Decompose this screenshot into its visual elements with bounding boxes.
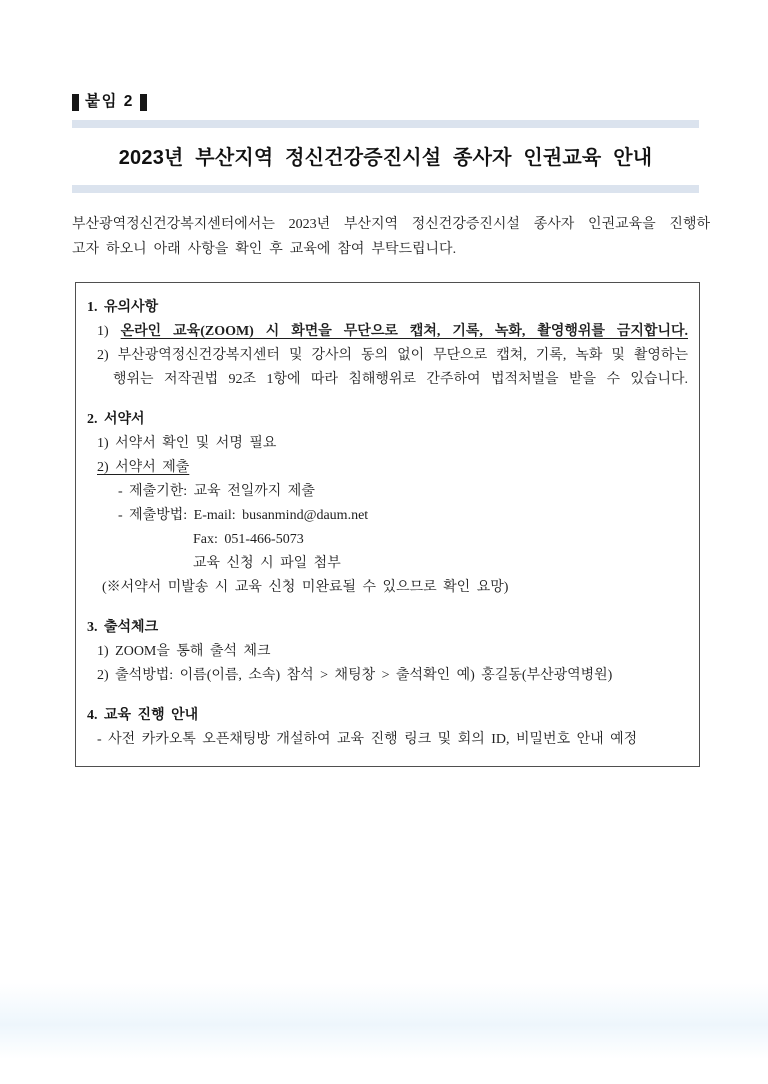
intro-line-1: 부산광역정신건강복지센터에서는 2023년 부산지역 정신건강증진시설 종사자 인권교육을 진행하	[72, 217, 710, 232]
item-number: 1)	[97, 324, 109, 339]
section-precautions	[87, 296, 688, 392]
submit-deadline-item: - 제출기한: 교육 전일까지 제출	[118, 484, 315, 499]
copyright-warning-line-2: 행위는 저작권법 92조 1항에 따라 침해행위로 간주하여 법적처벌을 받을 수 있습니다.	[113, 372, 688, 387]
precautions-heading: 1. 유의사항	[87, 300, 159, 315]
pledge-submit-item	[97, 456, 688, 480]
education-guide-item: - 사전 카카오톡 오픈채팅방 개설하여 교육 진행 링크 및 회의 ID, 비밀번호 안내 예정	[97, 732, 638, 747]
section-education-guide	[87, 704, 688, 752]
submit-method-fax-item: Fax: 051-466-5073	[193, 532, 304, 547]
title-bottom-rule	[72, 185, 699, 193]
title-top-rule	[72, 120, 699, 128]
zoom-capture-ban-item	[97, 320, 688, 344]
attachment-label	[72, 92, 710, 112]
pledge-sign-item: 1) 서약서 확인 및 서명 필요	[97, 436, 277, 451]
attachment-label-text: 붙임 2	[85, 93, 134, 110]
attendance-method-item: 2) 출석방법: 이름(이름, 소속) 참석 > 채팅창 > 출석확인 예) 홍길동(부산광역병원)	[97, 668, 613, 683]
document-title: 2023년 부산지역 정신건강증진시설 종사자 인권교육 안내	[118, 147, 653, 169]
zoom-capture-ban-text: 온라인 교육(ZOOM) 시 화면을 무단으로 캡쳐, 기록, 녹화, 촬영행위를 금지합니다.	[120, 324, 688, 339]
education-guide-heading: 4. 교육 진행 안내	[87, 708, 199, 723]
section-pledge	[87, 408, 688, 600]
submit-method-email-item: - 제출방법: E-mail: busanmind@daum.net	[118, 508, 369, 523]
section-attendance	[87, 616, 688, 688]
attendance-heading: 3. 출석체크	[87, 620, 159, 635]
label-right-bar-icon	[140, 94, 147, 111]
pledge-note: (※서약서 미발송 시 교육 신청 미완료될 수 있으므로 확인 요망)	[102, 580, 509, 595]
submit-method-attach-item: 교육 신청 시 파일 첨부	[193, 556, 341, 571]
pledge-heading: 2. 서약서	[87, 412, 145, 427]
pledge-submit-text: 2) 서약서 제출	[97, 460, 190, 475]
intro-line-2: 고자 하오니 아래 사항을 확인 후 교육에 참여 부탁드립니다.	[72, 242, 457, 257]
intro-paragraph	[72, 212, 710, 262]
copyright-warning-line-1: 2) 부산광역정신건강복지센터 및 강사의 동의 없이 무단으로 캡쳐, 기록, 녹화 및 촬영하는	[97, 348, 688, 363]
notice-box	[75, 282, 700, 767]
label-left-bar-icon	[72, 94, 79, 111]
attendance-zoom-item: 1) ZOOM을 통해 출석 체크	[97, 644, 271, 659]
